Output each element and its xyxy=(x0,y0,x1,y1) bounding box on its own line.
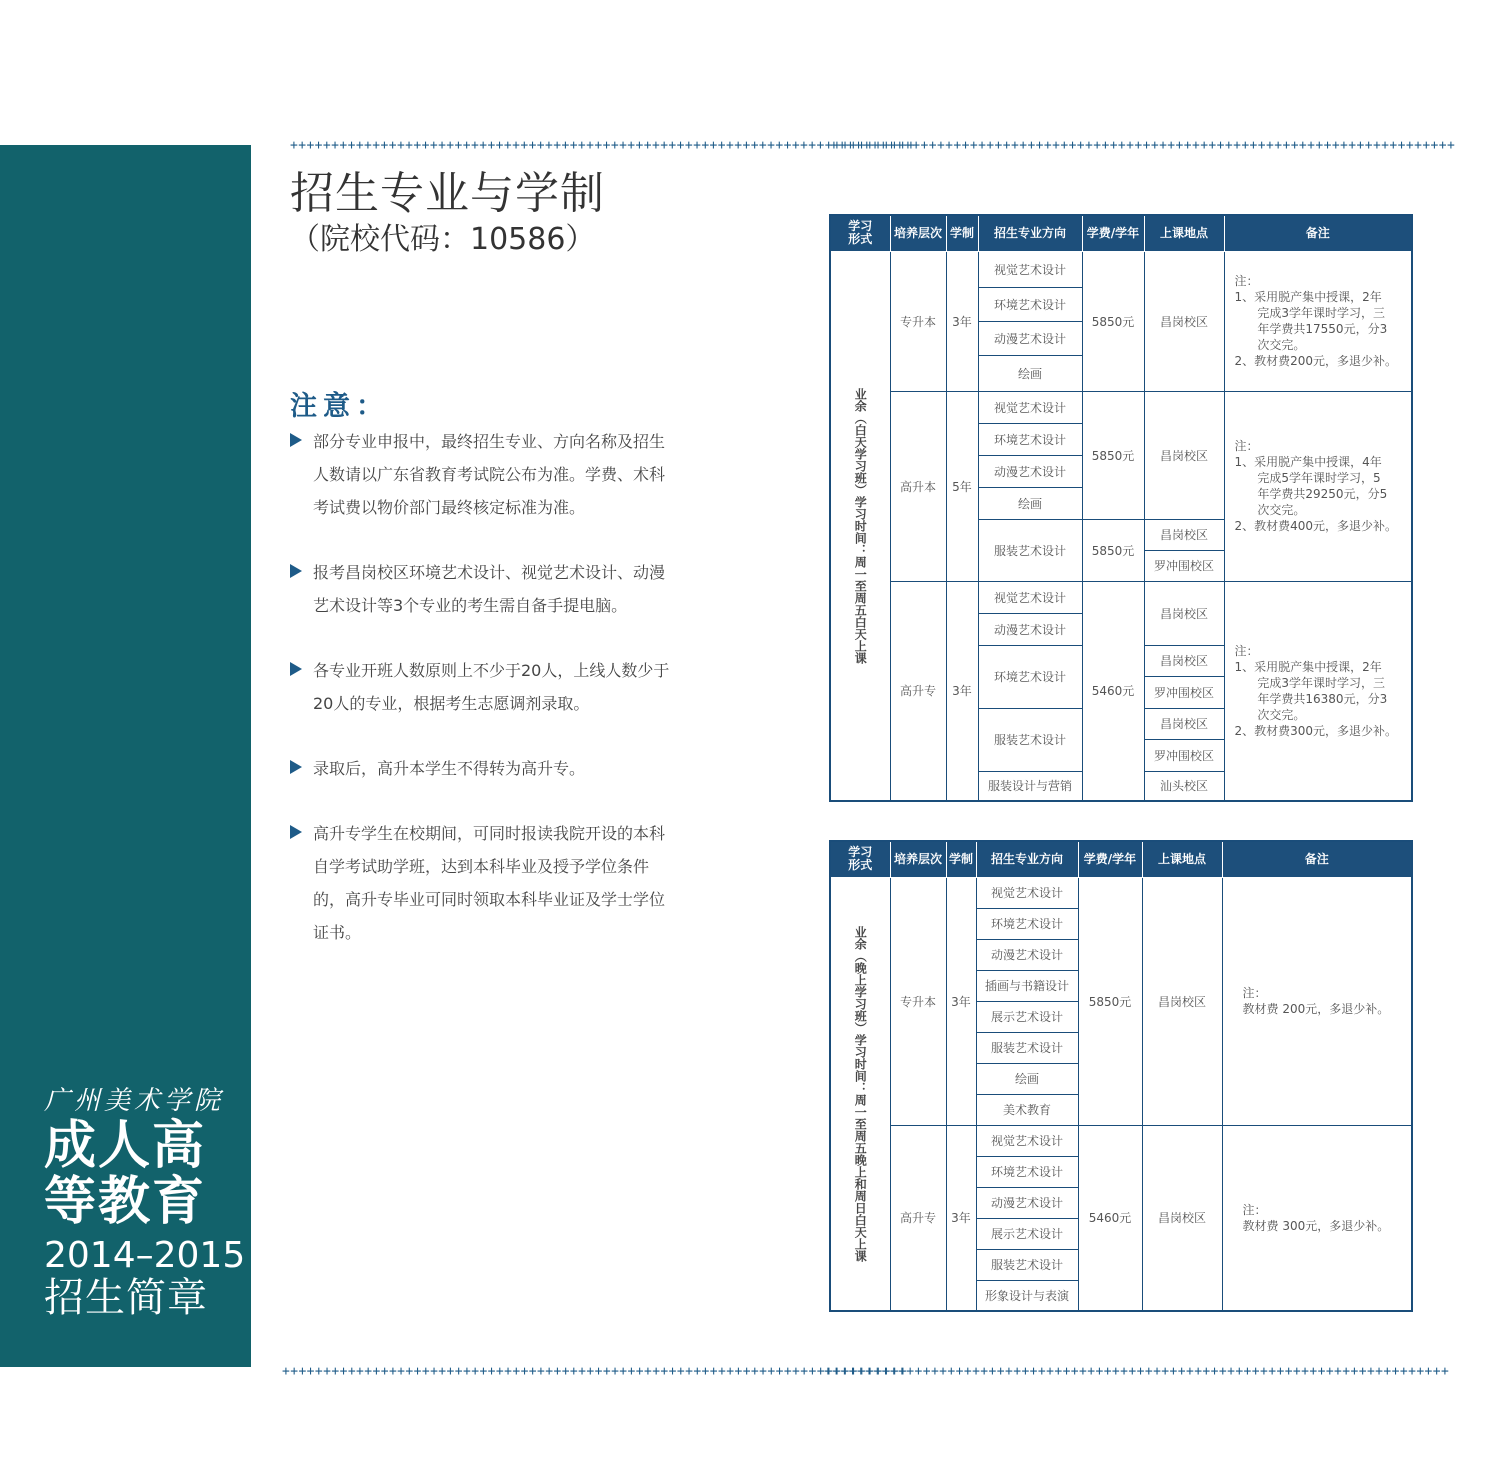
major-cell: 视觉艺术设计 xyxy=(978,251,1082,287)
duration-cell: 3年 xyxy=(946,581,978,801)
evening-program-table xyxy=(829,840,1413,1312)
decor-plus-row-top-left: ++++++++++++++++++++++++++++++++++++++++++++++++++++++++++++++++++++++++++++ xyxy=(290,138,916,153)
duration-cell: 3年 xyxy=(946,251,978,391)
column-header: 学费/学年 xyxy=(1078,841,1142,877)
column-header: 招生专业方向 xyxy=(976,841,1078,877)
campus-cell: 昌岗校区 xyxy=(1144,391,1224,519)
table-header-row xyxy=(830,841,1412,877)
fee-cell: 5850元 xyxy=(1078,877,1142,1125)
triangle-bullet-icon xyxy=(290,564,302,578)
column-header: 学习 形式 xyxy=(830,215,890,251)
major-cell: 动漫艺术设计 xyxy=(978,455,1082,487)
level-cell: 高升专 xyxy=(890,1125,946,1311)
major-cell: 美术教育 xyxy=(976,1094,1078,1125)
campus-cell: 昌岗校区 xyxy=(1144,251,1224,391)
major-cell: 视觉艺术设计 xyxy=(978,581,1082,613)
notice-item: 部分专业申报中，最终招生专业、方向名称及招生人数请以广东省教育考试院公布为准。学费、术科考试费以物价部门最终核定标准为准。 xyxy=(290,425,675,524)
level-cell: 专升本 xyxy=(890,251,946,391)
campus-cell: 罗冲围校区 xyxy=(1144,739,1224,771)
fee-cell: 5850元 xyxy=(1082,251,1144,391)
notice-item: 报考昌岗校区环境艺术设计、视觉艺术设计、动漫艺术设计等3个专业的考生需自备手提电脑。 xyxy=(290,556,675,622)
remark-cell: 注： 1、采用脱产集中授课，2年 完成3学年课时学习，三 年学费共17550元，分3 次交完。 2、教材费200元，多退少补。 xyxy=(1224,251,1412,391)
triangle-bullet-icon xyxy=(290,662,302,676)
program-title-line1: 成人高 xyxy=(44,1116,207,1176)
major-cell: 插画与书籍设计 xyxy=(976,970,1078,1001)
column-header: 培养层次 xyxy=(890,215,946,251)
fee-cell: 5850元 xyxy=(1082,519,1144,581)
major-cell: 视觉艺术设计 xyxy=(976,1125,1078,1156)
major-cell: 展示艺术设计 xyxy=(976,1001,1078,1032)
fee-cell: 5460元 xyxy=(1082,581,1144,801)
major-cell: 动漫艺术设计 xyxy=(976,1187,1078,1218)
major-cell: 服装艺术设计 xyxy=(978,708,1082,771)
remark-cell: 注： 教材费 300元，多退少补。 xyxy=(1222,1125,1412,1311)
major-cell: 视觉艺术设计 xyxy=(976,877,1078,908)
major-cell: 绘画 xyxy=(978,487,1082,519)
triangle-bullet-icon xyxy=(290,433,302,447)
remark-cell: 注： 1、采用脱产集中授课，4年 完成5学年课时学习，5 年学费共29250元，分5 次交完。 2、教材费400元，多退少补。 xyxy=(1224,391,1412,581)
campus-cell: 昌岗校区 xyxy=(1142,877,1222,1125)
column-header: 上课地点 xyxy=(1144,215,1224,251)
triangle-bullet-icon xyxy=(290,825,302,839)
major-cell: 绘画 xyxy=(976,1063,1078,1094)
table-row xyxy=(830,581,1412,613)
column-header: 备注 xyxy=(1224,215,1412,251)
duration-cell: 3年 xyxy=(946,1125,976,1311)
table-row xyxy=(830,251,1412,287)
triangle-bullet-icon xyxy=(290,760,302,774)
column-header: 招生专业方向 xyxy=(978,215,1082,251)
study-mode-cell: 业余（白天学习班）学习时间：周一至周五白天上课 xyxy=(830,251,890,801)
brochure-subtitle: 招生简章 xyxy=(44,1275,208,1321)
campus-cell: 罗冲围校区 xyxy=(1144,676,1224,708)
academic-year: 2014–2015 xyxy=(44,1235,246,1276)
level-cell: 高升专 xyxy=(890,581,946,801)
remark-cell: 注： 1、采用脱产集中授课，2年 完成3学年课时学习，三 年学费共16380元，分3 次交完。 2、教材费300元，多退少补。 xyxy=(1224,581,1412,801)
college-name: 广州美术学院 xyxy=(44,1086,225,1116)
major-cell: 服装艺术设计 xyxy=(976,1032,1078,1063)
column-header: 上课地点 xyxy=(1142,841,1222,877)
table-row xyxy=(830,391,1412,423)
decor-plus-row-bottom-right: ++++++++++++++++++++++++++++++++++++++++++++++++++++++++++++++++++++++++++++ xyxy=(824,1364,1450,1379)
table-row xyxy=(830,877,1412,908)
remark-cell: 注： 教材费 200元，多退少补。 xyxy=(1222,877,1412,1125)
column-header: 学制 xyxy=(946,841,976,877)
major-cell: 动漫艺术设计 xyxy=(976,939,1078,970)
study-mode-cell: 业余（晚上学习班）学习时间：周一至周五晚上和周日白天上课 xyxy=(830,877,890,1311)
campus-cell: 昌岗校区 xyxy=(1142,1125,1222,1311)
notice-item: 录取后，高升本学生不得转为高升专。 xyxy=(290,752,675,785)
major-cell: 环境艺术设计 xyxy=(978,645,1082,708)
duration-cell: 5年 xyxy=(946,391,978,581)
major-cell: 展示艺术设计 xyxy=(976,1218,1078,1249)
major-cell: 环境艺术设计 xyxy=(978,287,1082,321)
major-cell: 环境艺术设计 xyxy=(976,908,1078,939)
major-cell: 服装设计与营销 xyxy=(978,771,1082,801)
campus-cell: 昌岗校区 xyxy=(1144,519,1224,550)
campus-cell: 汕头校区 xyxy=(1144,771,1224,801)
institution-code: （院校代码：10586） xyxy=(290,222,596,257)
page-title: 招生专业与学制 xyxy=(290,168,605,219)
campus-cell: 昌岗校区 xyxy=(1144,708,1224,739)
program-title-line2: 等教育 xyxy=(44,1172,207,1232)
major-cell: 环境艺术设计 xyxy=(976,1156,1078,1187)
program-title xyxy=(44,1118,206,1230)
campus-cell: 昌岗校区 xyxy=(1144,581,1224,645)
column-header: 备注 xyxy=(1222,841,1412,877)
major-cell: 动漫艺术设计 xyxy=(978,613,1082,645)
notice-list xyxy=(290,425,675,949)
daytime-program-table xyxy=(829,214,1413,802)
column-header: 学制 xyxy=(946,215,978,251)
major-cell: 服装艺术设计 xyxy=(978,519,1082,581)
campus-cell: 罗冲围校区 xyxy=(1144,550,1224,581)
notice-heading: 注意： xyxy=(290,391,389,422)
column-header: 学费/学年 xyxy=(1082,215,1144,251)
major-cell: 视觉艺术设计 xyxy=(978,391,1082,423)
campus-cell: 昌岗校区 xyxy=(1144,645,1224,676)
major-cell: 动漫艺术设计 xyxy=(978,321,1082,355)
major-cell: 绘画 xyxy=(978,355,1082,391)
decor-plus-row-top-right: ++++++++++++++++++++++++++++++++++++++++++++++++++++++++++++++++++++++++++++ xyxy=(830,138,1456,153)
decor-plus-row-bottom-left: ++++++++++++++++++++++++++++++++++++++++++++++++++++++++++++++++++++++++++++ xyxy=(282,1364,908,1379)
column-header: 学习 形式 xyxy=(830,841,890,877)
major-cell: 环境艺术设计 xyxy=(978,423,1082,455)
fee-cell: 5850元 xyxy=(1082,391,1144,519)
level-cell: 专升本 xyxy=(890,877,946,1125)
fee-cell: 5460元 xyxy=(1078,1125,1142,1311)
table-header-row xyxy=(830,215,1412,251)
duration-cell: 3年 xyxy=(946,877,976,1125)
notice-item: 高升专学生在校期间，可同时报读我院开设的本科自学考试助学班，达到本科毕业及授予学位条件的，高升专毕业可同时领取本科毕业证及学士学位证书。 xyxy=(290,817,675,949)
level-cell: 高升本 xyxy=(890,391,946,581)
table-row xyxy=(830,1125,1412,1156)
column-header: 培养层次 xyxy=(890,841,946,877)
notice-item: 各专业开班人数原则上不少于20人，上线人数少于20人的专业，根据考生志愿调剂录取。 xyxy=(290,654,675,720)
major-cell: 形象设计与表演 xyxy=(976,1280,1078,1311)
major-cell: 服装艺术设计 xyxy=(976,1249,1078,1280)
